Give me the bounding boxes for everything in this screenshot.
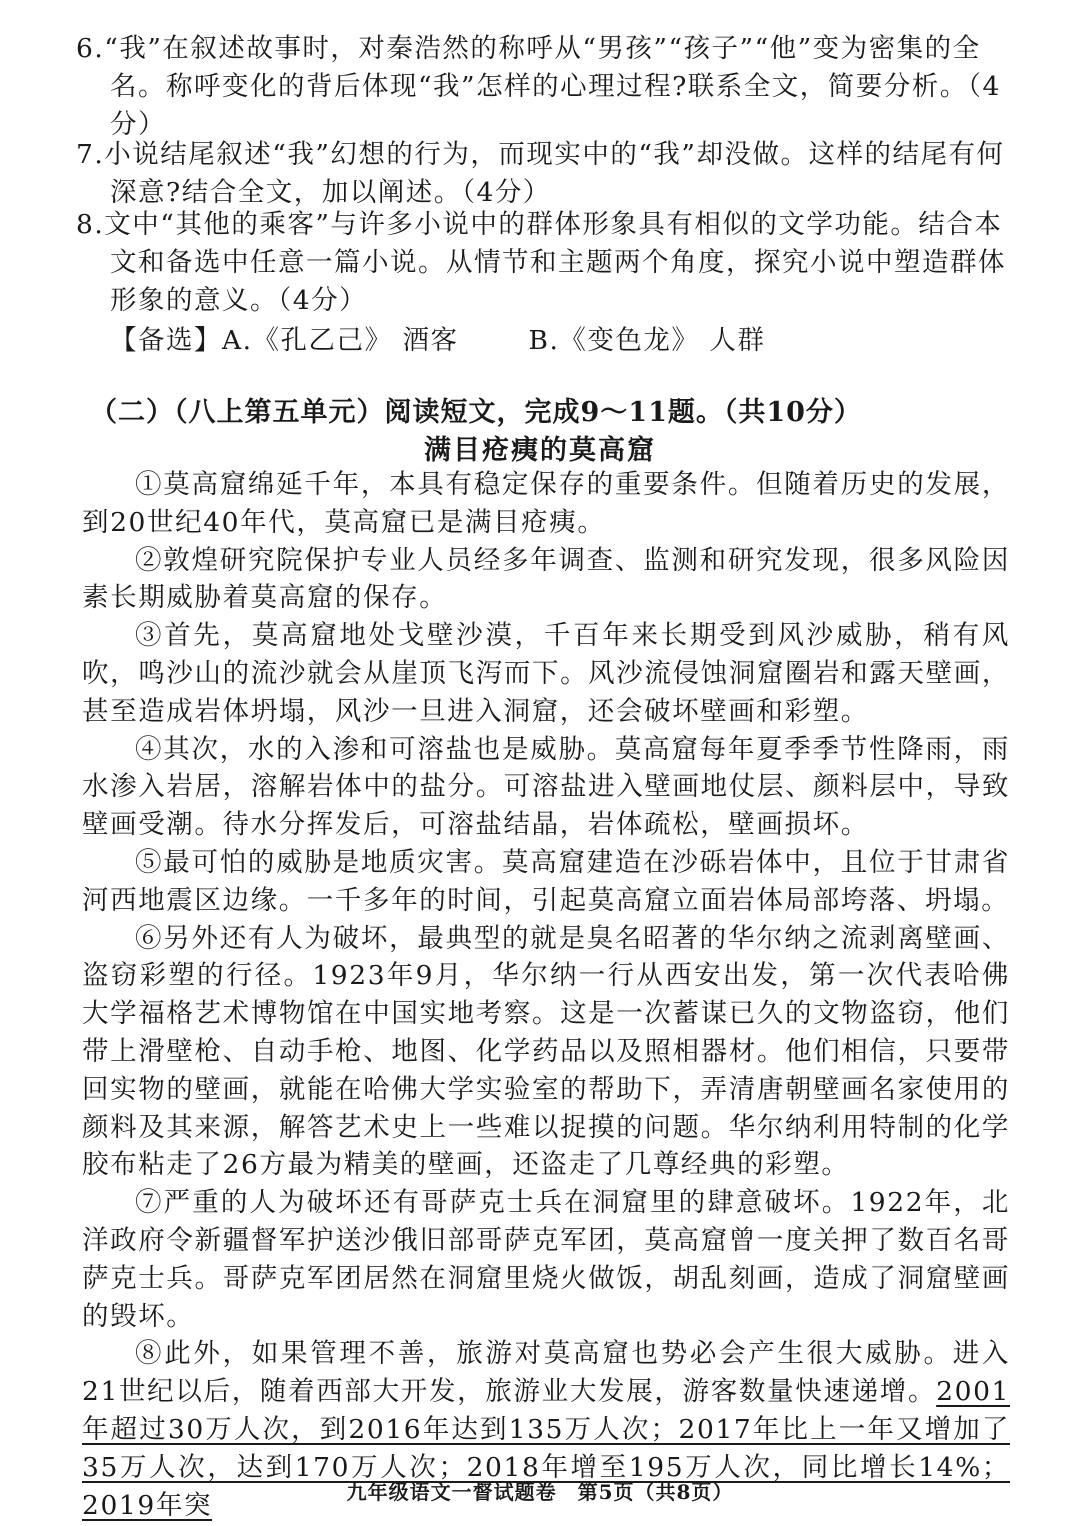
question-8-text: 8.文中“其他的乘客”与许多小说中的群体形象具有相似的文学功能。结合本文和备选中任意一篇小说。从情节和主题两个角度，探究小说中塑造群体形象的意义。（4分）	[76, 209, 1006, 316]
page-footer: 九年级语文一督试题卷 第5页（共8页）	[346, 1480, 734, 1504]
paragraph-4: ④其次，水的入渗和可溶盐也是威胁。莫高窟每年夏季季节性降雨，雨水渗入岩居，溶解岩体中的盐分。可溶盐进入壁画地仗层、颜料层中，导致壁画受潮。待水分挥发后，可溶盐结晶，岩体疏松，壁画损坏。	[82, 733, 1010, 841]
paragraph-7: ⑦严重的人为破坏还有哥萨克士兵在洞窟里的肆意破坏。1922年，北洋政府令新疆督军护送沙俄旧部哥萨克军团，莫高窟曾一度关押了数百名哥萨克士兵。哥萨克军团居然在洞窟里烧火做饭，胡乱刻画，造成了洞窟壁画的毁坏。	[82, 1187, 1010, 1332]
reference-options	[110, 318, 765, 357]
paragraph-2: ②敦煌研究院保护专业人员经多年调查、监测和研究发现，很多风险因素长期威胁着莫高窟的保存。	[82, 544, 1010, 614]
paragraph-8-underlined: 2001年超过30万人次，到2016年达到135万人次；2017年比上一年又增加了35万人次，达到170万人次；2018年增至195万人次，同比增长14%；2019年突	[82, 1376, 1010, 1521]
option-a: A.《孔乙己》 酒客	[222, 325, 459, 356]
paragraph-6: ⑥另外还有人为破坏，最典型的就是臭名昭著的华尔纳之流剥离壁画、盗窃彩塑的行径。1923年9月，华尔纳一行从西安出发，第一次代表哈佛大学福格艺术博物馆在中国实地考察。这是一次蓄谋已久的文物盗窃，他们带上滑壁枪、自动手枪、地图、化学药品以及照相器材。他们相信，只要带回实物的壁画，就能在哈佛大学实验室的帮助下，弄清唐朝壁画名家使用的颜料及其来源，解答艺术史上一些难以捉摸的问题。华尔纳利用特制的化学胶布粘走了26方最为精美的壁画，还盗走了几尊经典的彩塑。	[82, 922, 1010, 1181]
question-7	[76, 136, 1016, 212]
question-7-text: 7.小说结尾叙述“我”幻想的行为，而现实中的“我”却没做。这样的结尾有何深意?结合全文，加以阐述。（4分）	[76, 139, 1005, 208]
paragraph-8-plain: ⑧此外，如果管理不善，旅游对莫高窟也势必会产生很大威胁。进入21世纪以后，随着西部大开发，旅游业大发展，游客数量快速递增。	[82, 1338, 1010, 1408]
article-title: 满目疮痍的莫高窟	[424, 435, 656, 466]
paragraph-1: ①莫高窟绵延千年，本具有稳定保存的重要条件。但随着历史的发展，到20世纪40年代，莫高窟已是满目疮痍。	[82, 469, 1010, 538]
section-heading: （二）（八上第五单元）阅读短文，完成9～11题。（共10分）	[90, 397, 862, 428]
options-label: 【备选】	[110, 325, 222, 356]
question-6-text: 6.“我”在叙述故事时，对秦浩然的称呼从“男孩”“孩子”“他”变为密集的全名。称呼变化的背后体现“我”怎样的心理过程?联系全文，简要分析。（4分）	[76, 33, 1001, 140]
paragraph-5: ⑤最可怕的威胁是地质灾害。莫高窟建造在沙砾岩体中，且位于甘肃省河西地震区边缘。一千多年的时间，引起莫高窟立面岩体局部垮落、坍塌。	[82, 846, 1010, 916]
question-6	[76, 30, 1016, 144]
option-b: B.《变色龙》 人群	[528, 325, 766, 356]
question-8	[76, 206, 1016, 320]
paragraph-3: ③首先，莫高窟地处戈壁沙漠，千百年来长期受到风沙威胁，稍有风吹，鸣沙山的流沙就会从崖顶飞泻而下。风沙流侵蚀洞窟圈岩和露天壁画，甚至造成岩体坍塌，风沙一旦进入洞窟，还会破坏壁画和彩塑。	[82, 620, 1010, 727]
article-body	[82, 466, 1010, 1524]
